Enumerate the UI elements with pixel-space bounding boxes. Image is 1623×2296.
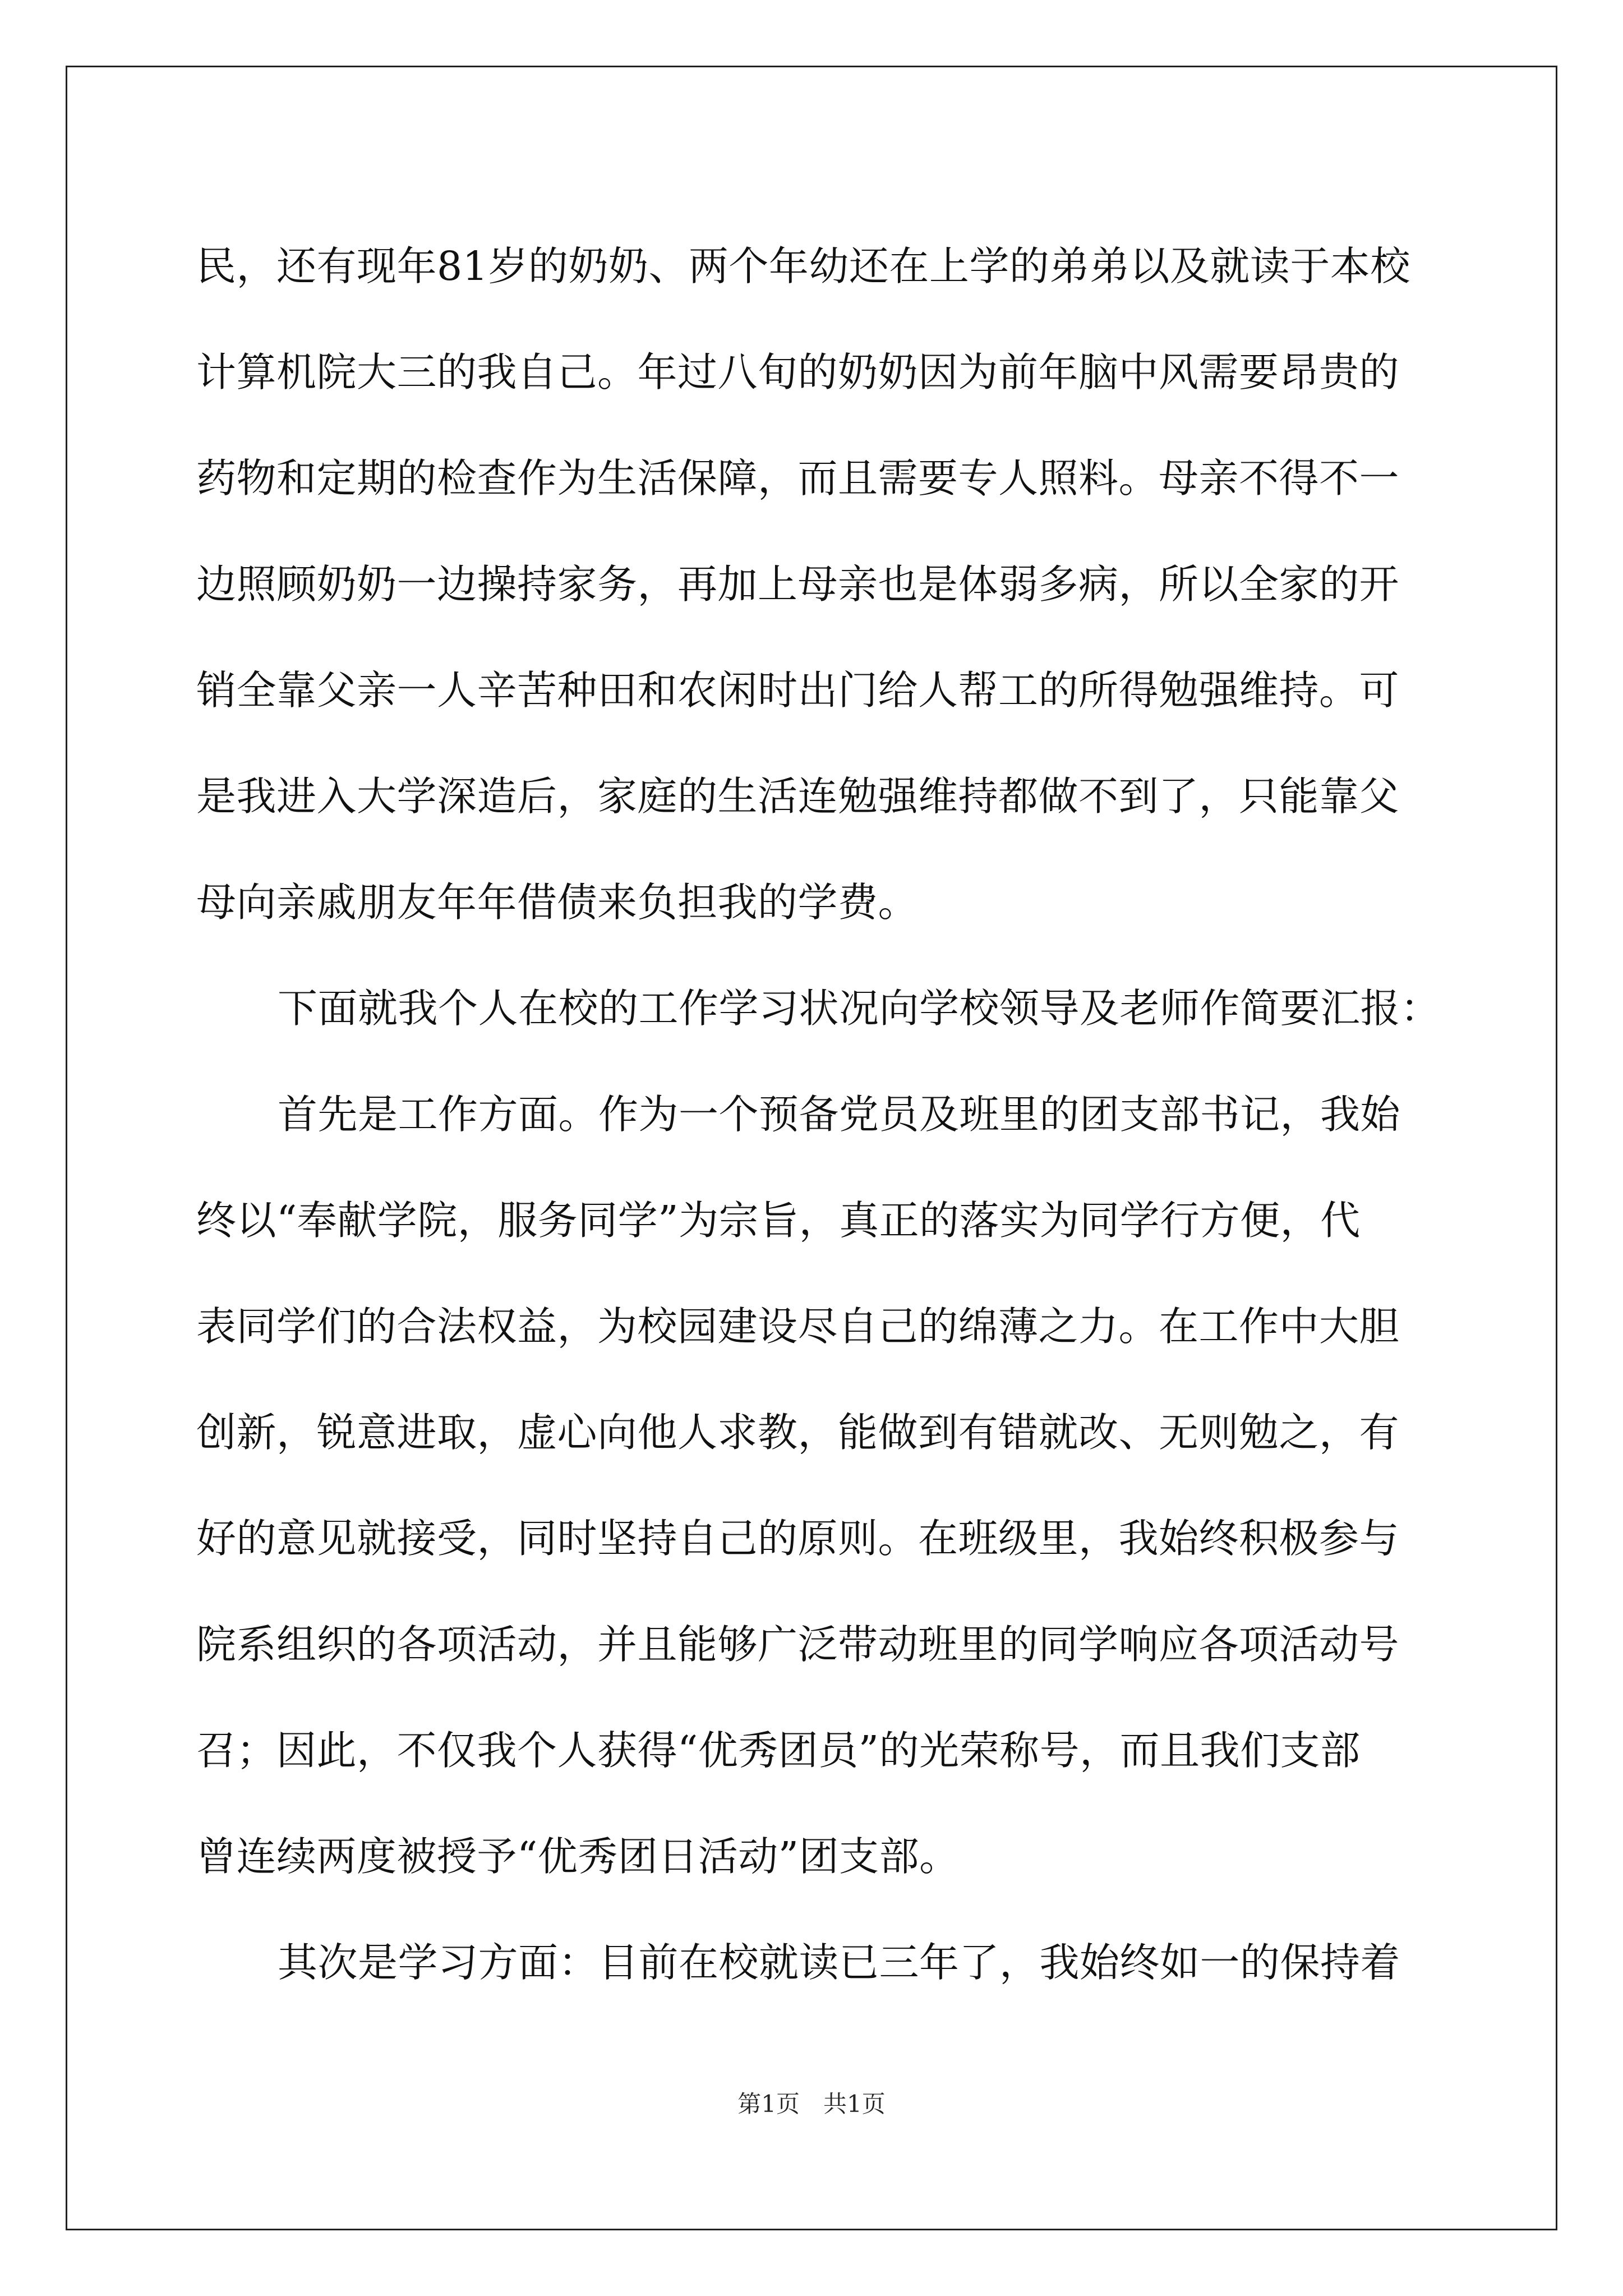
paragraph-line: 召；因此，不仅我个人获得“优秀团员”的光荣称号，而且我们支部: [196, 1727, 1361, 1774]
paragraph-line: 销全靠父亲一人辛苦种田和农闲时出门给人帮工的所得勉强维持。可: [196, 667, 1400, 714]
paragraph-line: 计算机院大三的我自己。年过八旬的奶奶因为前年脑中风需要昂贵的: [196, 349, 1400, 395]
paragraph-line: 创新，锐意进取，虚心向他人求教，能做到有错就改、无则勉之，有: [196, 1409, 1400, 1456]
paragraph-line: 母向亲戚朋友年年借债来负担我的学费。: [196, 879, 919, 926]
document-body: [196, 213, 1441, 2016]
paragraph-line: 终以“奉献学院，服务同学”为宗旨，真正的落实为同学行方便，代: [196, 1197, 1361, 1244]
paragraph-line: 民，还有现年81岁的奶奶、两个年幼还在上学的弟弟以及就读于本校: [196, 243, 1410, 289]
paragraph-line: 曾连续两度被授予“优秀团日活动”团支部。: [196, 1833, 960, 1880]
paragraph-line: 是我进入大学深造后，家庭的生活连勉强维持都做不到了，只能靠父: [196, 773, 1400, 820]
paragraph-line: 首先是工作方面。作为一个预备党员及班里的团支部书记，我始: [278, 1091, 1401, 1138]
paragraph-line: 表同学们的合法权益，为校园建设尽自己的绵薄之力。在工作中大胆: [196, 1303, 1400, 1350]
page-number-footer: 第1页 共1页: [737, 2090, 886, 2118]
paragraph-line: 下面就我个人在校的工作学习状况向学校领导及老师作简要汇报：: [278, 985, 1441, 1032]
paragraph-line: 药物和定期的检查作为生活保障，而且需要专人照料。母亲不得不一: [196, 455, 1400, 501]
paragraph-line: 院系组织的各项活动，并且能够广泛带动班里的同学响应各项活动号: [196, 1621, 1400, 1668]
paragraph-line: 其次是学习方面：目前在校就读已三年了，我始终如一的保持着: [278, 1939, 1401, 1986]
paragraph-line: 边照顾奶奶一边操持家务，再加上母亲也是体弱多病，所以全家的开: [196, 561, 1400, 608]
paragraph-line: 好的意见就接受，同时坚持自己的原则。在班级里，我始终积极参与: [196, 1515, 1400, 1562]
